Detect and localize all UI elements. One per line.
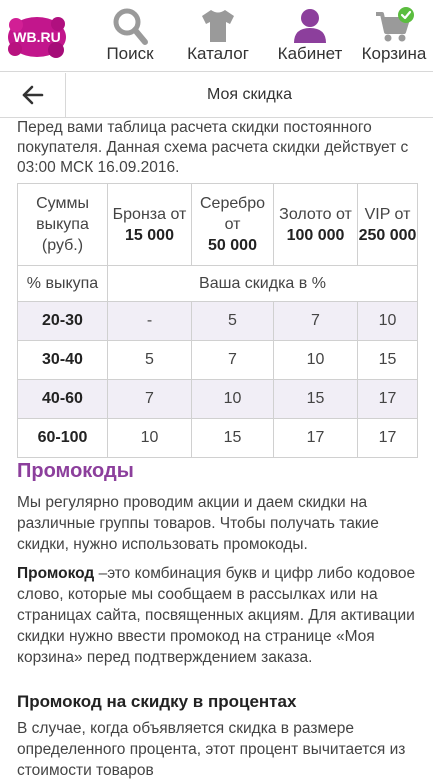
nav-cabinet[interactable]	[268, 0, 352, 72]
logo-blob-icon	[6, 15, 68, 59]
cart-icon	[374, 6, 414, 46]
nav-search-label: Поиск	[106, 44, 154, 63]
percent-promo-paragraph: В случае, когда объявляется скидка в размере определенного процента, этот процент вычитается из стоимости товаров	[17, 720, 406, 779]
promo-definition-text: –это комбинация букв и цифр либо кодовое слово, которые мы сообщаем в рассылках или на страницах сайта, посвященных акциям. Для активации скидки нужно ввести промокод на странице «Моя корзина» перед подтверждением заказа.	[17, 565, 416, 666]
row-range: 30-40	[18, 341, 108, 380]
percent-promo-heading: Промокод на скидку в процентах	[17, 692, 297, 711]
discount-cell: 10	[192, 380, 274, 419]
discount-cell: 5	[192, 302, 274, 341]
header-sums: Суммы выкупа (руб.)	[18, 184, 108, 266]
discount-cell: 5	[108, 341, 192, 380]
discount-cell: 15	[274, 380, 358, 419]
level-name: Серебро от	[199, 195, 266, 233]
promo-heading: Промокоды	[17, 460, 134, 482]
row-range: 60-100	[18, 419, 108, 458]
level-name: VIP от	[364, 205, 411, 223]
level-name: Бронза от	[112, 205, 187, 223]
page-header	[0, 73, 433, 118]
row-range: 40-60	[18, 380, 108, 419]
table-header-row	[18, 184, 418, 266]
discount-cell: 7	[192, 341, 274, 380]
discount-cell: -	[108, 302, 192, 341]
level-amount: 50 000	[208, 237, 257, 254]
discount-cell: 7	[274, 302, 358, 341]
nav-catalog-label: Каталог	[187, 44, 249, 63]
discount-cell: 17	[358, 419, 418, 458]
logo-text: WB.RU	[13, 29, 61, 45]
table-row	[18, 302, 418, 341]
promo-paragraph: Мы регулярно проводим акции и даем скидки на различные группы товаров. Чтобы получать такие скидки, нужно использовать промокоды.	[17, 494, 379, 553]
promo-definition	[17, 563, 417, 668]
nav-cart[interactable]	[356, 0, 432, 72]
search-icon	[110, 6, 150, 46]
header-level	[274, 184, 358, 266]
subheader-percent: % выкупа	[18, 266, 108, 302]
user-icon	[290, 6, 330, 46]
back-button[interactable]	[0, 73, 66, 117]
table-row	[18, 380, 418, 419]
header-level	[108, 184, 192, 266]
nav-cabinet-label: Кабинет	[277, 44, 343, 63]
header-level	[192, 184, 274, 266]
discount-cell: 17	[274, 419, 358, 458]
header-level	[358, 184, 418, 266]
promo-term: Промокод	[17, 565, 95, 582]
level-amount: 250 000	[358, 226, 417, 244]
level-amount: 100 000	[286, 226, 345, 244]
level-amount: 15 000	[125, 226, 174, 244]
discount-table	[17, 183, 418, 458]
tshirt-icon	[198, 6, 238, 46]
page-title: Моя скидка	[206, 86, 293, 103]
row-range: 20-30	[18, 302, 108, 341]
discount-cell: 10	[274, 341, 358, 380]
discount-cell: 7	[108, 380, 192, 419]
discount-cell: 17	[358, 380, 418, 419]
wb-logo[interactable]	[6, 15, 68, 59]
subheader-discount: Ваша скидка в %	[108, 266, 418, 302]
discount-cell: 15	[192, 419, 274, 458]
level-name: Золото от	[279, 205, 352, 223]
nav-catalog[interactable]	[180, 0, 256, 72]
top-navbar	[0, 0, 433, 72]
nav-cart-label: Корзина	[361, 44, 427, 63]
table-subheader-row	[18, 266, 418, 302]
intro-text: Перед вами таблица расчета скидки постоянного покупателя. Данная схема расчета скидки действует с 03:00 МСК 16.09.2016.	[17, 119, 409, 176]
cart-check-badge	[398, 7, 414, 23]
table-row	[18, 419, 418, 458]
table-row	[18, 341, 418, 380]
discount-cell: 10	[108, 419, 192, 458]
nav-search[interactable]	[98, 0, 162, 72]
discount-cell: 15	[358, 341, 418, 380]
discount-cell: 10	[358, 302, 418, 341]
arrow-left-icon	[22, 85, 44, 105]
